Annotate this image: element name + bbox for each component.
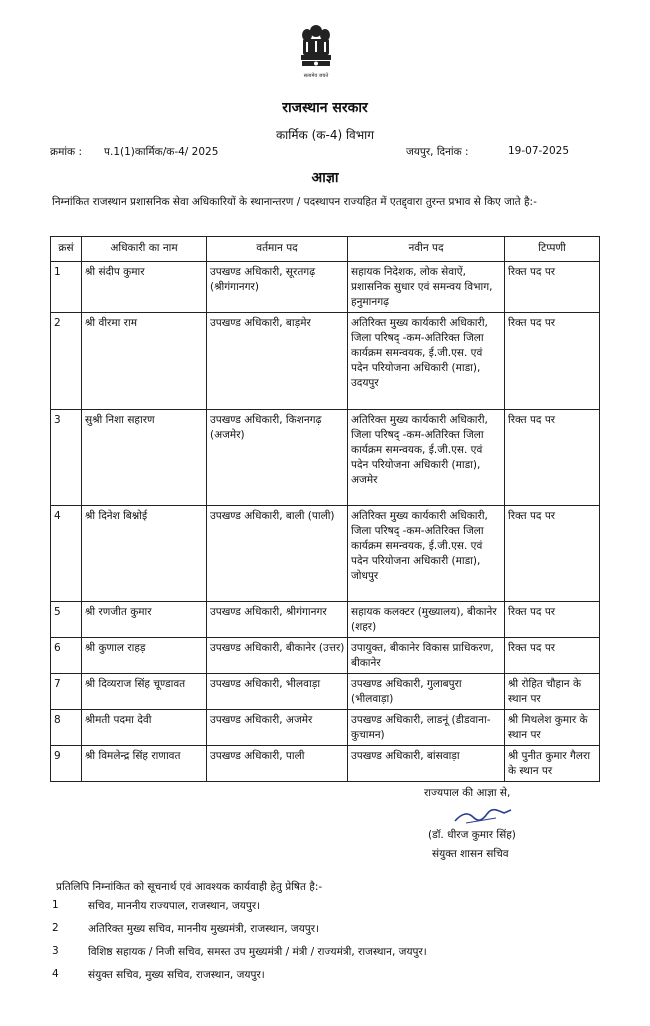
order-title: आज्ञा (311, 170, 339, 186)
cell-remark: रिक्त पद पर (505, 506, 600, 602)
list-item-text: अतिरिक्त मुख्य सचिव, माननीय मुख्यमंत्री, राजस्थान, जयपुर। (88, 923, 320, 935)
state-emblem-icon (296, 22, 336, 80)
table-row (51, 410, 600, 506)
table-header-row (51, 237, 600, 262)
cell-sno: 4 (51, 506, 82, 602)
cell-sno: 9 (51, 746, 82, 782)
header-current-post: वर्तमान पद (207, 237, 348, 262)
government-name: राजस्थान सरकार (282, 100, 368, 116)
header-remark: टिप्पणी (505, 237, 600, 262)
copy-to-list (52, 899, 427, 991)
order-intro: निम्नांकित राजस्थान प्रशासनिक सेवा अधिकारियों के स्थानान्तरण / पदस्थापन राज्यहित में एतद्द्वारा तुरन्त प्रभाव से किए जाते है:- (52, 196, 537, 208)
table-row (51, 638, 600, 674)
cell-current-post: उपखण्ड अधिकारी, अजमेर (207, 710, 348, 746)
cell-name: श्री रणजीत कुमार (82, 602, 207, 638)
cell-name: सुश्री निशा सहारण (82, 410, 207, 506)
cell-current-post: उपखण्ड अधिकारी, किशनगढ़ (अजमेर) (207, 410, 348, 506)
cell-name: श्री संदीप कुमार (82, 262, 207, 313)
cell-sno: 5 (51, 602, 82, 638)
signatory-designation: संयुक्त शासन सचिव (432, 848, 509, 860)
cell-name: श्री कुणाल राहड़ (82, 638, 207, 674)
cell-remark: रिक्त पद पर (505, 638, 600, 674)
cell-new-post: उपखण्ड अधिकारी, गुलाबपुरा (भीलवाड़ा) (348, 674, 505, 710)
order-number-value: प.1(1)कार्मिक/क-4/ 2025 (104, 146, 219, 158)
cell-current-post: उपखण्ड अधिकारी, बीकानेर (उत्तर) (207, 638, 348, 674)
cell-current-post: उपखण्ड अधिकारी, श्रीगंगानगर (207, 602, 348, 638)
cell-current-post: उपखण्ड अधिकारी, पाली (207, 746, 348, 782)
cell-current-post: उपखण्ड अधिकारी, भीलवाड़ा (207, 674, 348, 710)
cell-name: श्री दिनेश बिश्नोई (82, 506, 207, 602)
governor-order-line: राज्यपाल की आज्ञा से, (424, 787, 511, 799)
list-item-number: 4 (52, 968, 59, 980)
handwritten-signature (452, 806, 514, 826)
header-new-post: नवीन पद (348, 237, 505, 262)
cell-remark: श्री मिथलेश कुमार के स्थान पर (505, 710, 600, 746)
cell-sno: 6 (51, 638, 82, 674)
cell-remark: रिक्त पद पर (505, 262, 600, 313)
list-item (52, 899, 427, 922)
cell-new-post: उपखण्ड अधिकारी, लाडनूं (डीडवाना-कुचामन) (348, 710, 505, 746)
list-item-text: विशिष्ठ सहायक / निजी सचिव, समस्त उप मुख्यमंत्री / मंत्री / राज्यमंत्री, राजस्थान, जयपुर। (88, 946, 427, 958)
city-date-label: जयपुर, दिनांक : (406, 146, 469, 158)
order-number-label: क्रमांक : (50, 146, 83, 158)
list-item-number: 2 (52, 922, 59, 934)
cell-current-post: उपखण्ड अधिकारी, बाली (पाली) (207, 506, 348, 602)
table-row (51, 313, 600, 410)
emblem-caption: सत्यमेव जयते (303, 73, 329, 79)
cell-name: श्री वीरमा राम (82, 313, 207, 410)
cell-new-post: उपखण्ड अधिकारी, बांसवाड़ा (348, 746, 505, 782)
cell-new-post: अतिरिक्त मुख्य कार्यकारी अधिकारी, जिला परिषद् -कम-अतिरिक्त जिला कार्यक्रम समन्वयक, ई.जी.एस. एवं पदेन परियोजना अधिकारी (माडा), जोधपुर (348, 506, 505, 602)
list-item-text: सचिव, माननीय राज्यपाल, राजस्थान, जयपुर। (88, 900, 261, 912)
cell-new-post: अतिरिक्त मुख्य कार्यकारी अधिकारी, जिला परिषद् -कम-अतिरिक्त जिला कार्यक्रम समन्वयक, ई.जी.एस. एवं पदेन परियोजना अधिकारी (माडा), उदयपुर (348, 313, 505, 410)
table-row (51, 746, 600, 782)
table-row (51, 710, 600, 746)
transfer-table (50, 236, 600, 782)
table-row (51, 602, 600, 638)
list-item-number: 1 (52, 899, 59, 911)
cell-remark: रिक्त पद पर (505, 410, 600, 506)
cell-remark: श्री रोहित चौहान के स्थान पर (505, 674, 600, 710)
cell-name: श्रीमती पदमा देवी (82, 710, 207, 746)
cell-remark: श्री पुनीत कुमार गैलरा के स्थान पर (505, 746, 600, 782)
cell-sno: 8 (51, 710, 82, 746)
cell-new-post: उपायुक्त, बीकानेर विकास प्राधिकरण, बीकानेर (348, 638, 505, 674)
cell-current-post: उपखण्ड अधिकारी, बाड़मेर (207, 313, 348, 410)
cell-new-post: सहायक निदेशक, लोक सेवाऐं, प्रशासनिक सुधार एवं समन्वय विभाग, हनुमानगढ़ (348, 262, 505, 313)
cell-sno: 3 (51, 410, 82, 506)
header-name: अधिकारी का नाम (82, 237, 207, 262)
cell-remark: रिक्त पद पर (505, 313, 600, 410)
signatory-name: (डॉ. धीरज कुमार सिंह) (428, 829, 516, 841)
order-date: 19-07-2025 (508, 145, 570, 157)
copy-to-title: प्रतिलिपि निम्नांकित को सूचनार्थ एवं आवश्यक कार्यवाही हेतु प्रेषित है:- (56, 881, 323, 893)
cell-new-post: अतिरिक्त मुख्य कार्यकारी अधिकारी, जिला परिषद् -कम-अतिरिक्त जिला कार्यक्रम समन्वयक, ई.जी.एस. एवं पदेन परियोजना अधिकारी (माडा), अजमेर (348, 410, 505, 506)
cell-name: श्री विमलेन्द्र सिंह राणावत (82, 746, 207, 782)
cell-sno: 2 (51, 313, 82, 410)
cell-new-post: सहायक कलक्टर (मुख्यालय), बीकानेर (शहर) (348, 602, 505, 638)
table-row (51, 674, 600, 710)
cell-current-post: उपखण्ड अधिकारी, सूरतगढ़ (श्रीगंगानगर) (207, 262, 348, 313)
cell-sno: 7 (51, 674, 82, 710)
cell-name: श्री दिव्यराज सिंह चूण्डावत (82, 674, 207, 710)
department-name: कार्मिक (क-4) विभाग (275, 128, 375, 142)
list-item-text: संयुक्त सचिव, मुख्य सचिव, राजस्थान, जयपुर। (88, 969, 265, 981)
table-row (51, 262, 600, 313)
table-row (51, 506, 600, 602)
list-item (52, 922, 427, 945)
cell-sno: 1 (51, 262, 82, 313)
list-item (52, 945, 427, 968)
list-item (52, 968, 427, 991)
cell-remark: रिक्त पद पर (505, 602, 600, 638)
list-item-number: 3 (52, 945, 59, 957)
header-sno: क्रसं (51, 237, 82, 262)
order-number (50, 145, 218, 159)
